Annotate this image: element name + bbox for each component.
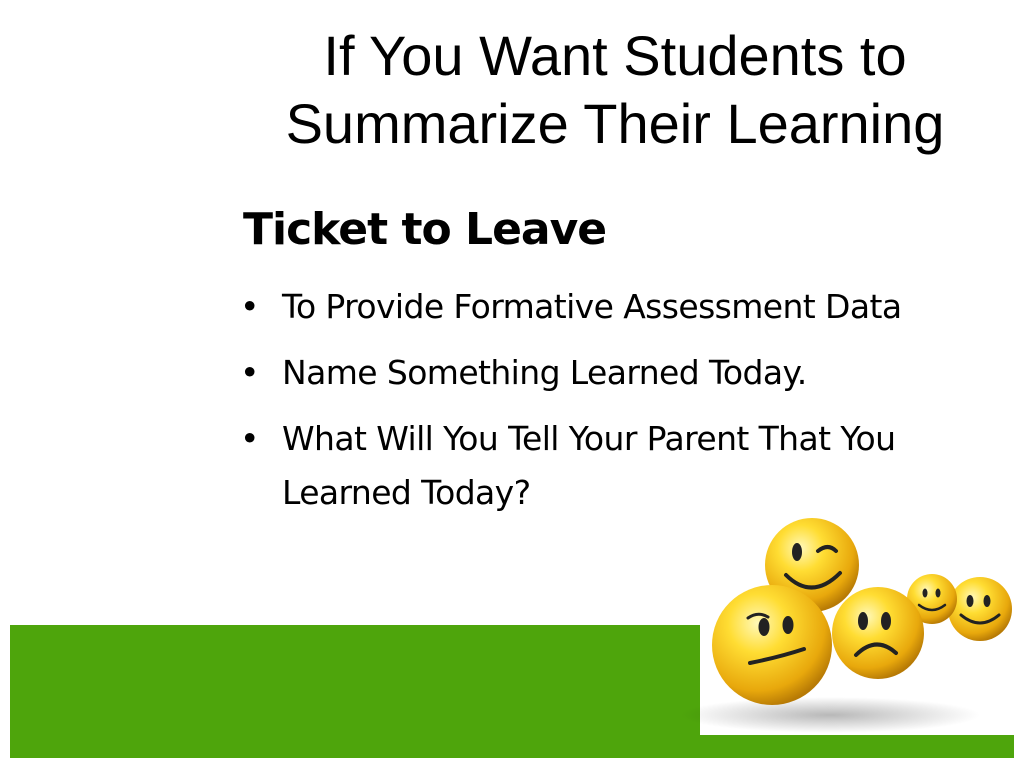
bullet-text: To Provide Formative Assessment Data	[282, 287, 902, 326]
bullet-glyph: •	[240, 419, 259, 458]
slide-title	[230, 22, 1000, 158]
smiley-faces-icon	[680, 505, 1020, 735]
title-line-2: Summarize Their Learning	[285, 92, 945, 155]
confused-face	[712, 585, 832, 705]
bullet-glyph: •	[240, 287, 259, 326]
title-line-1: If You Want Students to	[323, 24, 907, 87]
bullet-item	[240, 412, 960, 520]
bullet-text: What Will You Tell Your Parent That You Learned Today?	[282, 419, 896, 512]
sad-face	[832, 587, 924, 679]
bullet-text: Name Something Learned Today.	[282, 353, 807, 392]
bullet-list	[240, 280, 960, 532]
bullet-item	[240, 346, 960, 400]
bullet-glyph: •	[240, 353, 259, 392]
small-smiley-face	[948, 577, 1012, 641]
subheading: Ticket to Leave	[243, 204, 607, 255]
bullet-item	[240, 280, 960, 334]
